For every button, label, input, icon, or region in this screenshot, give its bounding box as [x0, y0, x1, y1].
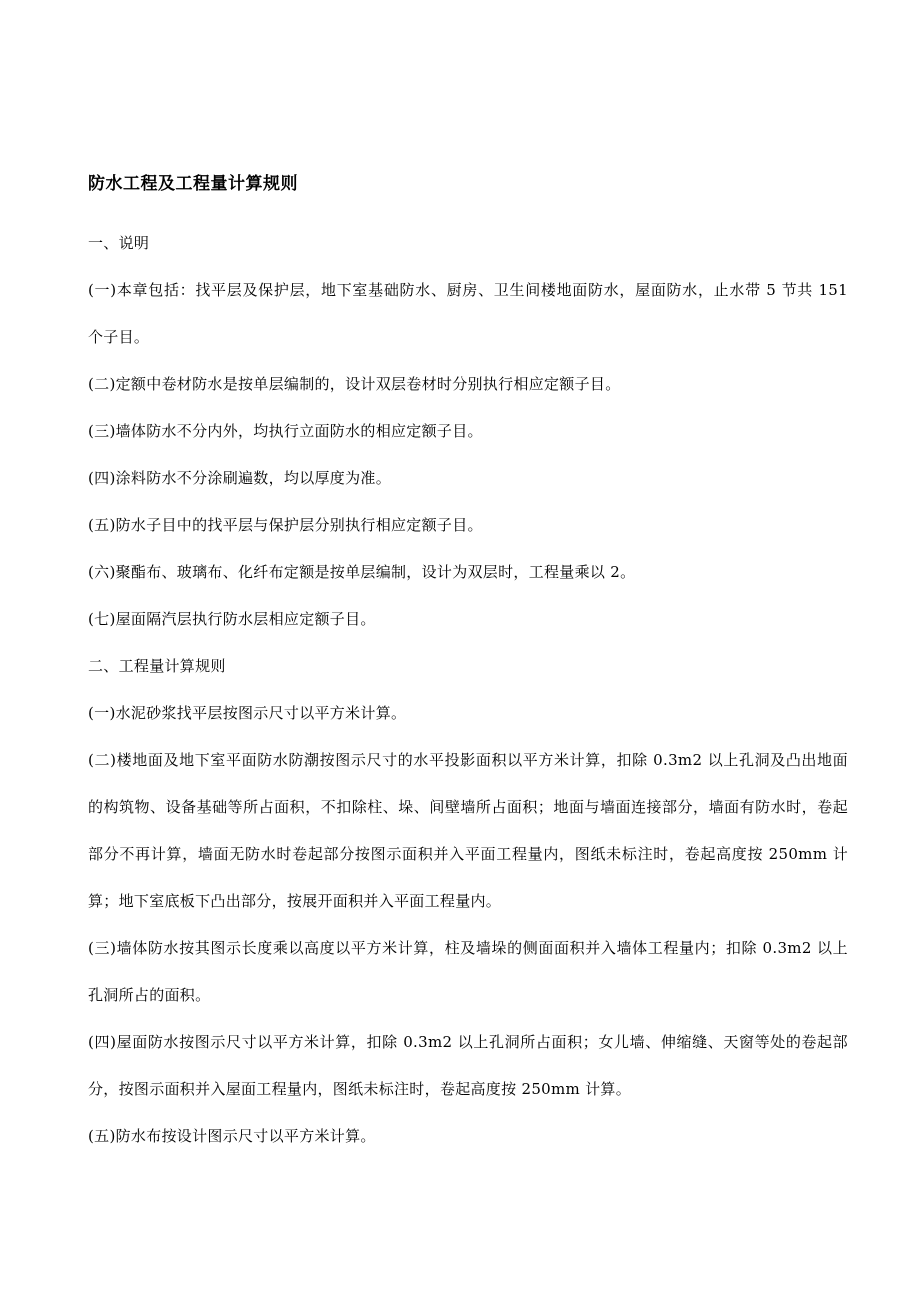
paragraph-item-2: (二)定额中卷材防水是按单层编制的，设计双层卷材时分别执行相应定额子目。 [88, 375, 621, 393]
paragraph-item-5: (五)防水子目中的找平层与保护层分别执行相应定额子目。 [88, 516, 483, 534]
rule-item-1: (一)水泥砂浆找平层按图示尺寸以平方米计算。 [88, 704, 407, 722]
rule-item-3: (三)墙体防水按其图示长度乘以高度以平方米计算，柱及墙垛的侧面面积并入墙体工程量内；扣除 0.3m2 以上孔洞所占的面积。 [88, 939, 848, 1004]
section-heading-rules: 二、工程量计算规则 [88, 657, 226, 675]
rule-item-4: (四)屋面防水按图示尺寸以平方米计算，扣除 0.3m2 以上孔洞所占面积；女儿墙、伸缩缝、天窗等处的卷起部分，按图示面积并入屋面工程量内，图纸未标注时，卷起高度按 250mm 计算。 [88, 1033, 848, 1098]
section-heading-explanation: 一、说明 [88, 234, 150, 252]
rule-item-2: (二)楼地面及地下室平面防水防潮按图示尺寸的水平投影面积以平方米计算，扣除 0.3m2 以上孔洞及凸出地面的构筑物、设备基础等所占面积，不扣除柱、垛、间壁墙所占面积；地面与墙面连接部分，墙面有防水时，卷起部分不再计算，墙面无防水时卷起部分按图示面积并入平面工程量内，图纸未标注时，卷起高度按 250mm 计算；地下室底板下凸出部分，按展开面积并入平面工程量内。 [88, 751, 848, 910]
document-page [88, 172, 848, 1160]
paragraph-item-7: (七)屋面隔汽层执行防水层相应定额子目。 [88, 610, 376, 628]
rule-item-5: (五)防水布按设计图示尺寸以平方米计算。 [88, 1127, 376, 1145]
paragraph-item-3: (三)墙体防水不分内外，均执行立面防水的相应定额子目。 [88, 422, 483, 440]
paragraph-item-4: (四)涂料防水不分涂刷遍数，均以厚度为准。 [88, 469, 392, 487]
paragraph-item-1: (一)本章包括：找平层及保护层，地下室基础防水、厨房、卫生间楼地面防水，屋面防水，止水带 5 节共 151 个子目。 [88, 281, 848, 346]
document-title: 防水工程及工程量计算规则 [88, 174, 298, 194]
paragraph-item-6: (六)聚酯布、玻璃布、化纤布定额是按单层编制，设计为双层时，工程量乘以 2。 [88, 563, 636, 581]
